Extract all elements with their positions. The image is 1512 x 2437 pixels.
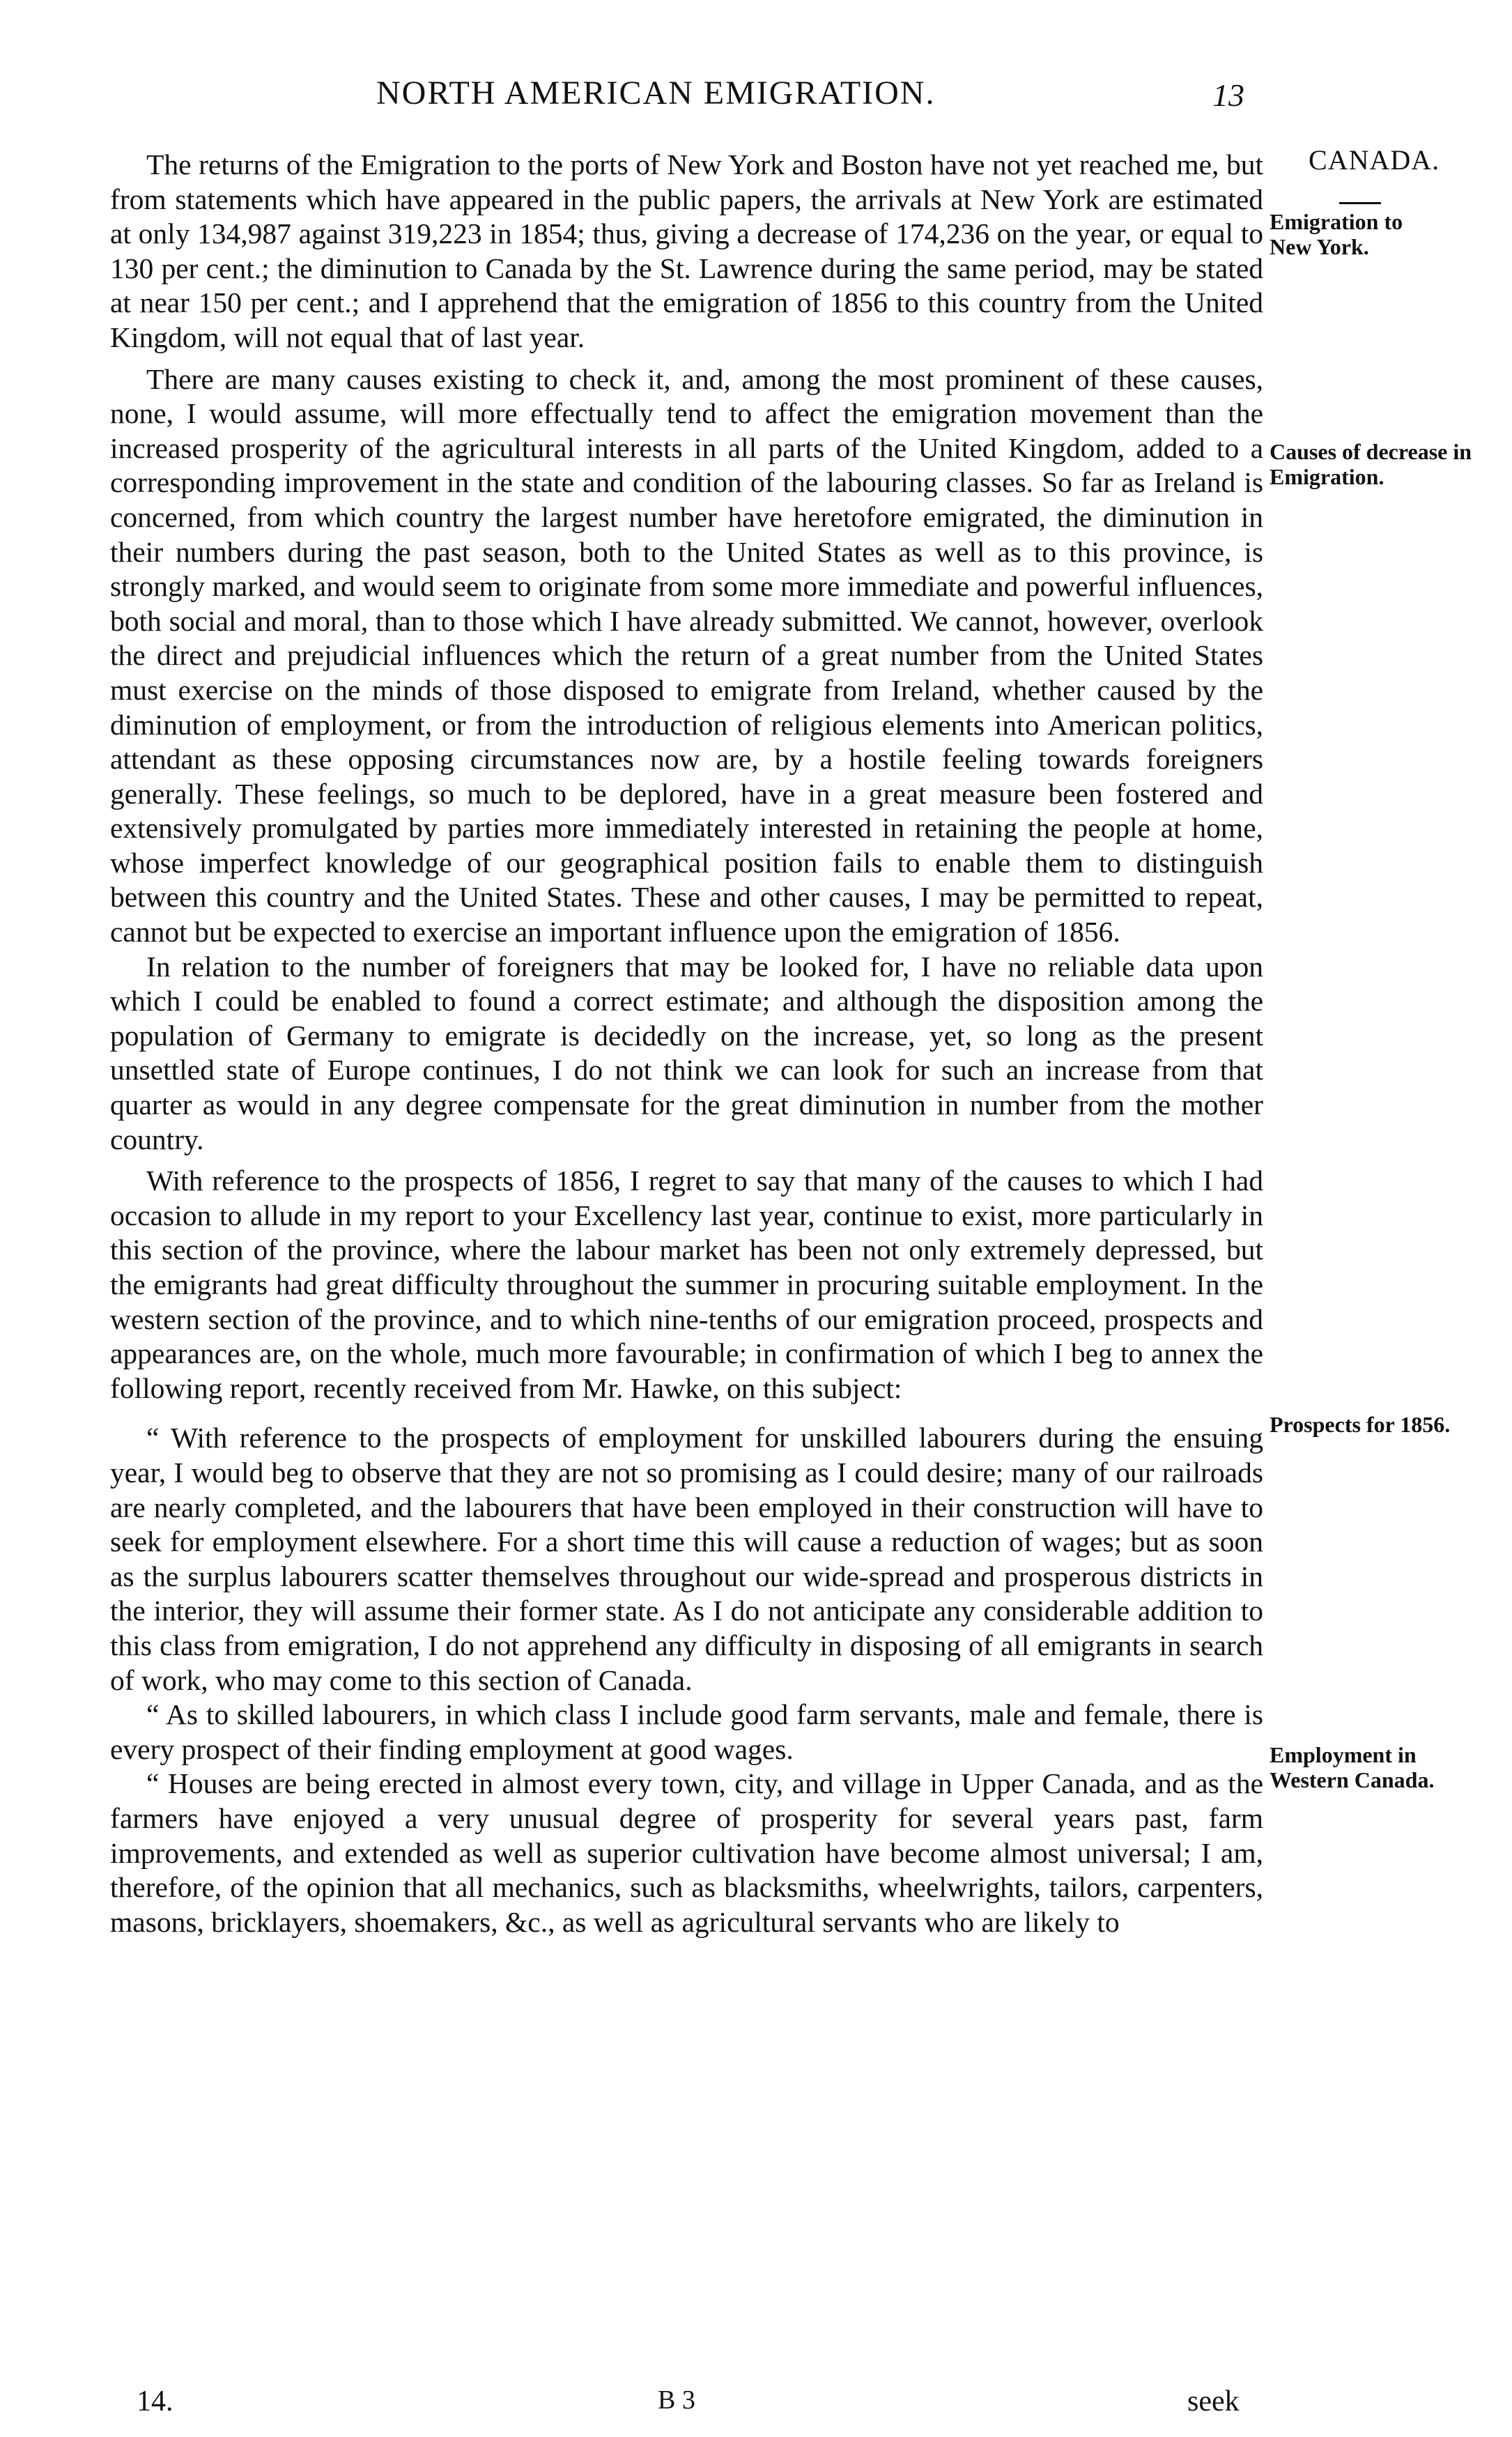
main-text bbox=[110, 148, 1263, 1939]
quote-houses: “ Houses are being erected in almost every town, city, and village in Upper Canada, and as the farmers have enjoyed a very unusual degree of prosperity for several years past, farm improvements, and extended as well as superior cultivation have become almost universal; I am, therefore, of the opinion that all mechanics, such as blacksmiths, wheelwrights, tailors, carpenters, masons, bricklayers, shoemakers, &c., as well as agricultural servants who are likely to bbox=[110, 1767, 1263, 1938]
page-header bbox=[0, 74, 1512, 124]
paragraph-foreigners: In relation to the number of foreigners that may be looked for, I have no reliable data upon which I could be enabled to found a correct estimate; and although the disposition among the population of Germany to emigrate is decidedly on the increase, yet, so long as the present unsettled state of Europe continues, I do not think we can look for such an increase from that quarter as would in any degree compensate for the great diminution in number from the mother country. bbox=[110, 950, 1263, 1155]
margin-note-causes: Causes of decrease in Emigration. bbox=[1270, 439, 1472, 489]
margin-rule bbox=[1339, 202, 1381, 204]
quote-skilled: “ As to skilled labourers, in which class I include good farm servants, male and female, there is every prospect of their finding employment at good wages. bbox=[110, 1698, 1263, 1765]
catchword: seek bbox=[1187, 2385, 1240, 2417]
signature-letter: B 3 bbox=[658, 2385, 695, 2415]
paragraph-causes: There are many causes existing to check it, and, among the most prominent of these causes, none, I would assume, will more effectually tend to affect the emigration movement than the increased prosperity of the agricultural interests in all parts of the United Kingdom, added to a corresponding improvement in the state and condition of the labouring classes. So far as Ireland is concerned, from which country the largest number have heretofore emigrated, the diminution in their numbers during the past season, both to the United States as well as to this province, is strongly marked, and would seem to originate from some more immediate and powerful influences, both social and moral, than to those which I have already submitted. We cannot, however, overlook the direct and prejudicial influences which the return of a great number from the United States must exercise on the minds of those disposed to emigrate from Ireland, whether caused by the diminution of employment, or from the introduction of religious elements into American politics, attendant as these opposing circumstances now are, by a hostile feeling towards foreigners generally. These feelings, so much to be deplored, have in a great measure been fostered and extensively promulgated by parties more immediately interested in retaining the people at home, whose imperfect knowledge of our geographical position fails to enable them to distinguish between this country and the United States. These and other causes, I may be permitted to repeat, cannot but be expected to exercise an important influence upon the emigration of 1856. bbox=[110, 362, 1263, 948]
margin-note-canada: CANADA. bbox=[1309, 144, 1440, 176]
paragraph-prospects: With reference to the prospects of 1856, I regret to say that many of the causes to which I had occasion to allude in my report to your Excellency last year, continue to exist, more particularly in this section of the province, where the labour market has been not only extremely depressed, but the emigrants had great difficulty throughout the summer in procuring suitable employment. In the western section of the province, and to which nine-tenths of our emigration proceed, prospects and appearances are, on the whole, much more favourable; in confirmation of which I beg to annex the following report, recently received from Mr. Hawke, on this subject: bbox=[110, 1164, 1263, 1404]
margin-note-employment: Employment in Western Canada. bbox=[1270, 1742, 1435, 1792]
signature-mark: 14. bbox=[137, 2385, 173, 2417]
page-number: 13 bbox=[1212, 77, 1244, 113]
running-title: NORTH AMERICAN EMIGRATION. bbox=[376, 75, 936, 112]
margin-note-emigration-ny: Emigration to New York. bbox=[1270, 209, 1403, 259]
paragraph-returns: The returns of the Emigration to the ports of New York and Boston have not yet reached me, but from statements which have appeared in the public papers, the arrivals at New York are estimated at only 134,987 against 319,223 in 1854; thus, giving a decrease of 174,236 on the year, or equal to 130 per cent.; the diminution to Canada by the St. Lawrence during the same period, may be stated at near 150 per cent.; and I apprehend that the emigration of 1856 to this country from the United Kingdom, will not equal that of last year. bbox=[110, 148, 1263, 353]
page-footer bbox=[0, 2385, 1512, 2427]
margin-note-prospects: Prospects for 1856. bbox=[1270, 1412, 1451, 1437]
quote-unskilled: “ With reference to the prospects of employment for unskilled labourers during the ensuing year, I would beg to observe that they are not so promising as I could desire; many of our railroads are nearly completed, and the labourers that have been employed in their construction will have to seek for employment elsewhere. For a short time this will cause a reduction of wages; but as soon as the surplus labourers scatter themselves throughout our wide-spread and prosperous districts in the interior, they will assume their former state. As I do not anticipate any considerable addition to this class from emigration, I do not apprehend any difficulty in disposing of all emigrants in search of work, who may come to this section of Canada. bbox=[110, 1422, 1263, 1696]
